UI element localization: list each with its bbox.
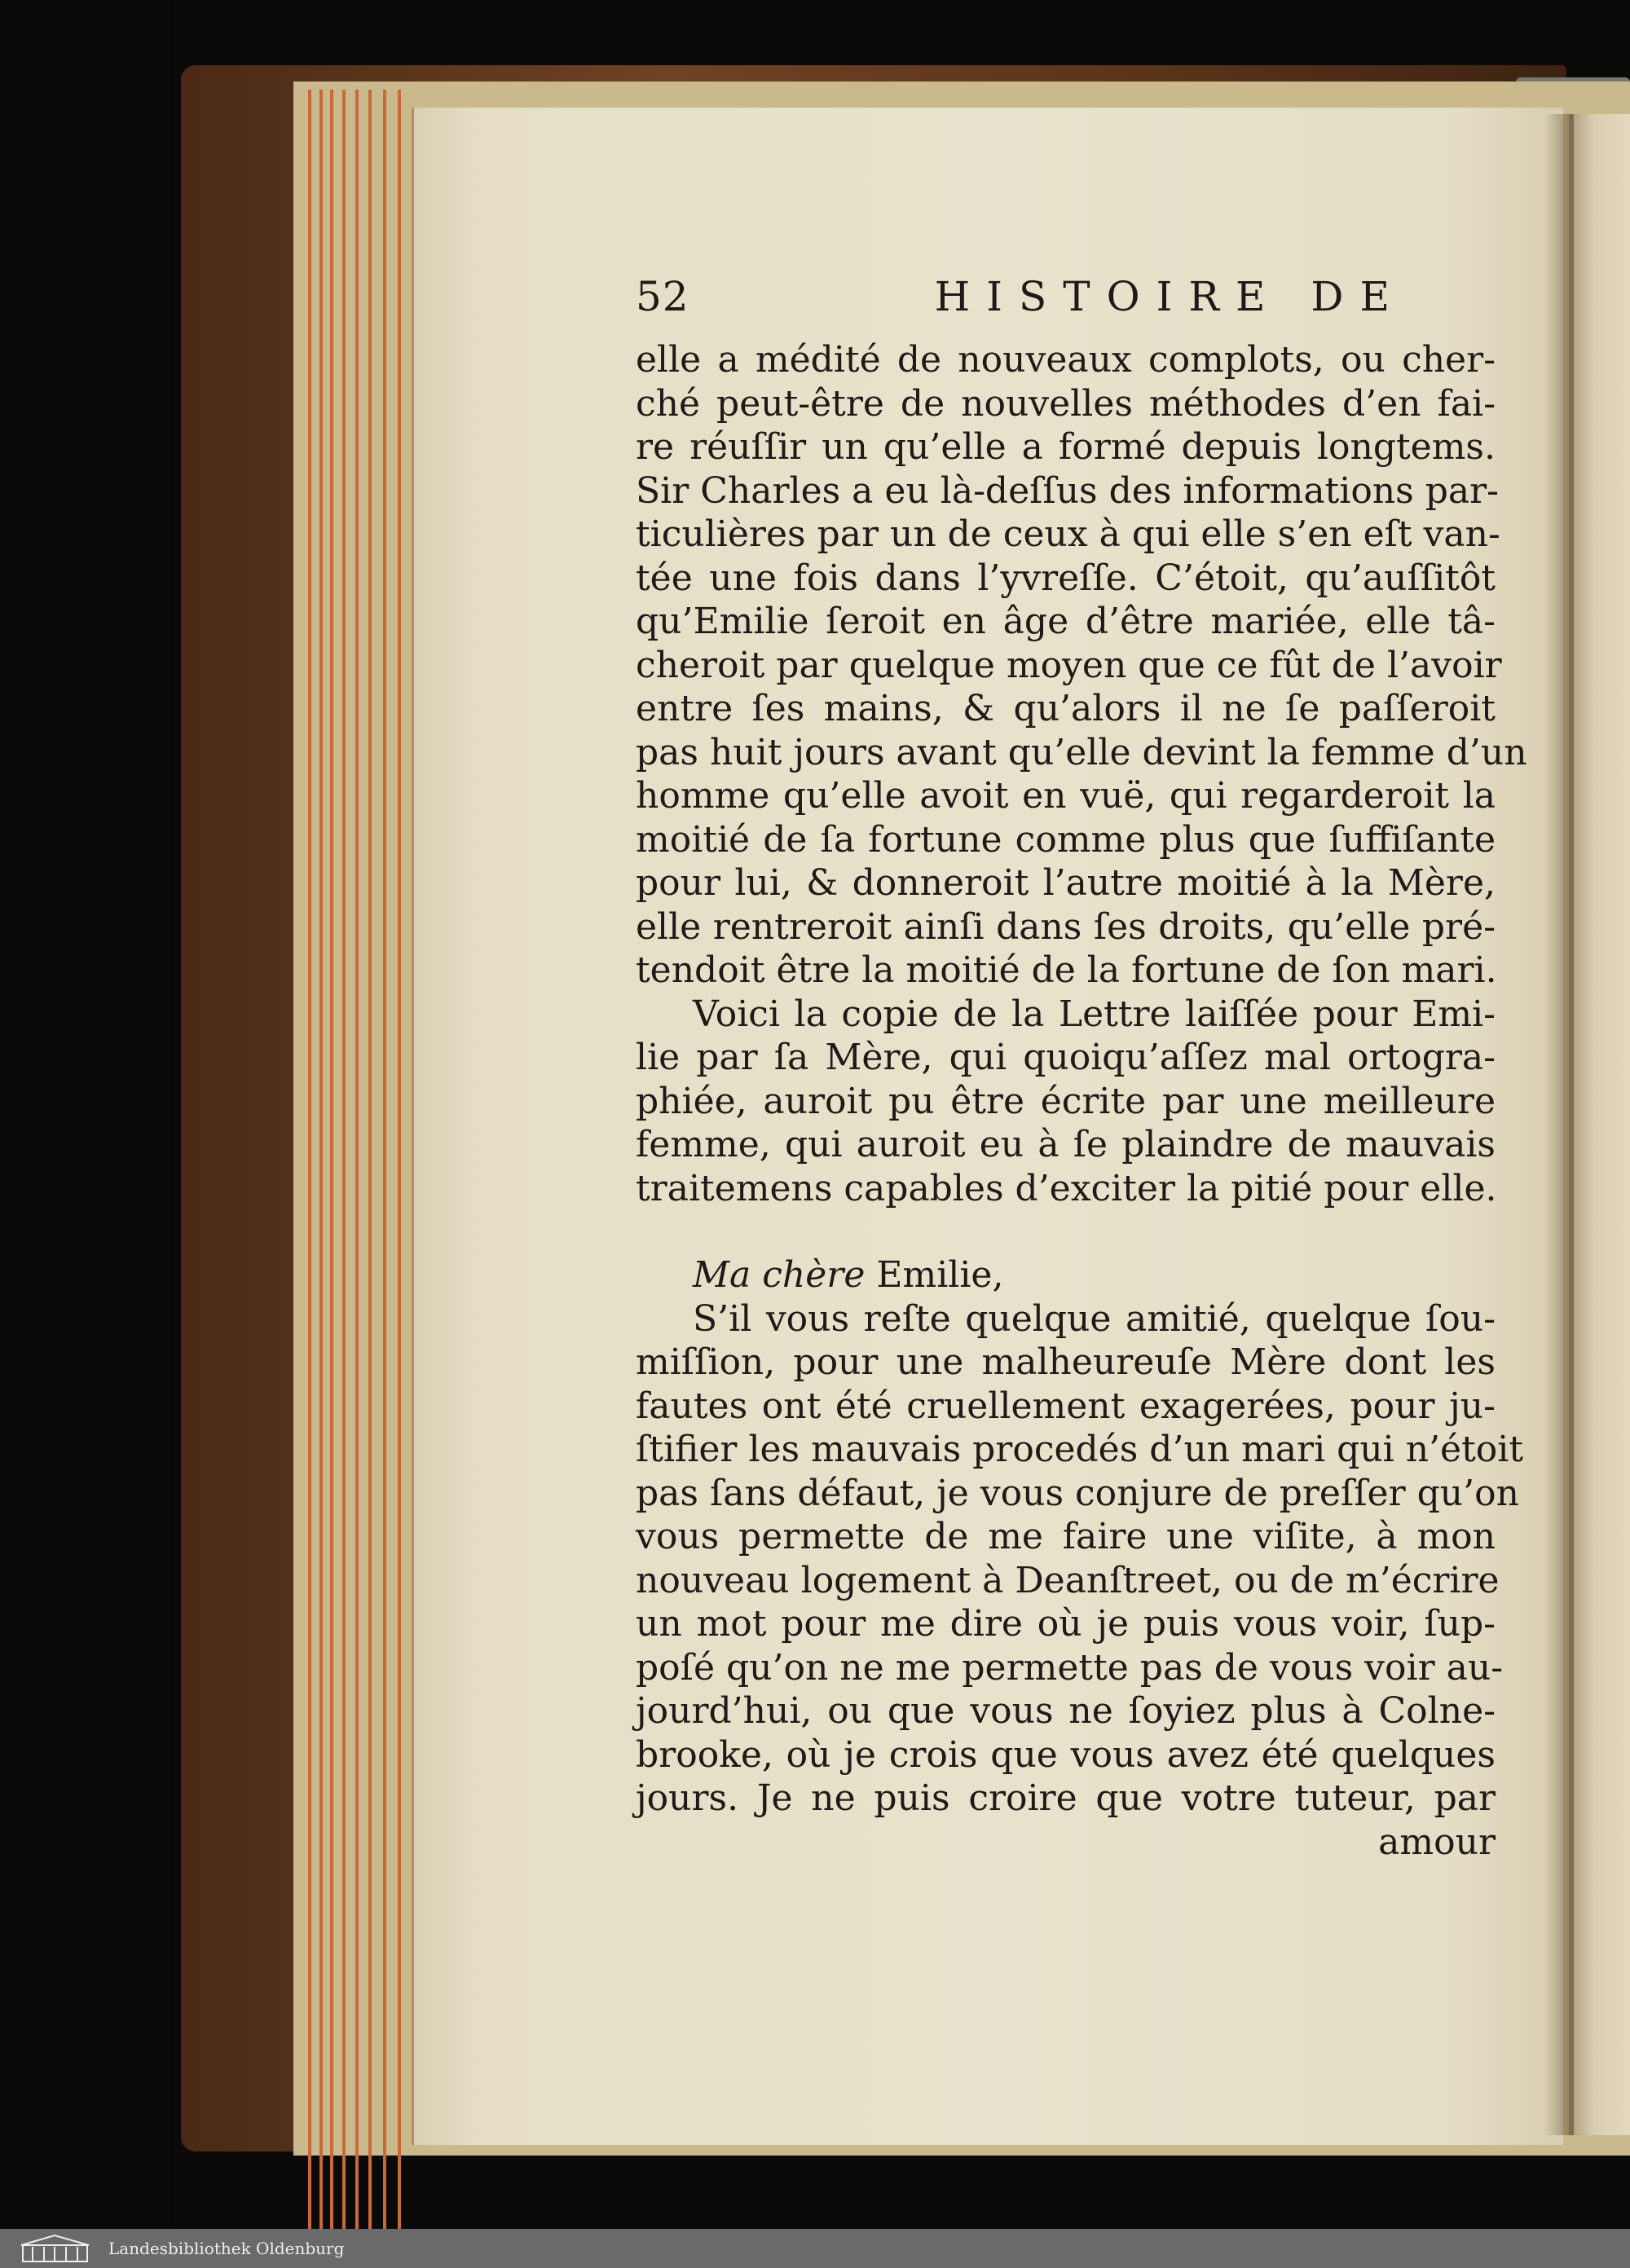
text-line: re réuſſir un qu’elle a formé depuis longtems. <box>636 426 1496 468</box>
letter-salutation <box>636 1253 1496 1297</box>
letter-text <box>636 1297 1523 1821</box>
letter-line: jourd’hui, ou que vous ne ſoyiez plus à Colne- <box>636 1690 1496 1732</box>
page-edge-line <box>368 90 372 2268</box>
text-line: pour lui, & donneroit l’autre moitié à la Mère, <box>636 862 1496 904</box>
page-number: 52 <box>636 273 689 320</box>
text-line: femme, qui auroit eu à ſe plaindre de mauvais <box>636 1124 1496 1165</box>
letter-line: un mot pour me dire où je puis vous voir, ſup- <box>636 1603 1496 1645</box>
text-line: traitemens capables d’exciter la pitié pour elle. <box>636 1167 1497 1209</box>
section-gap <box>636 1210 1496 1253</box>
page-edge-line <box>319 90 323 2268</box>
page-edge-line <box>383 90 386 2268</box>
text-line: tée une fois dans l’yvreſſe. C’étoit, qu’auſſitôt <box>636 557 1496 599</box>
letter-line: miſſion, pour une malheureuſe Mère dont les <box>636 1341 1496 1383</box>
letter-line: jours. Je ne puis croire que votre tuteur, par <box>636 1777 1496 1819</box>
background-shadow <box>0 0 175 2229</box>
body-text <box>636 338 1527 1210</box>
text-line: Voici la copie de la Lettre laiſſée pour Emi- <box>693 993 1496 1035</box>
text-line: entre ſes mains, & qu’alors il ne ſe paſſeroit <box>636 688 1496 729</box>
text-line: homme qu’elle avoit en vuë, qui regarderoit la <box>636 775 1496 817</box>
text-line: moitié de ſa fortune comme plus que ſuffiſante <box>636 818 1496 861</box>
text-line: phiée, auroit pu être écrite par une meilleure <box>636 1080 1496 1122</box>
running-title: HISTOIRE DE <box>934 273 1406 320</box>
letter-line: pas ſans défaut, je vous conjure de preſſer qu’on <box>636 1472 1519 1514</box>
text-line: Sir Charles a eu là-deſſus des informations par- <box>636 469 1500 512</box>
text-line: qu’Emilie ſeroit en âge d’être mariée, elle tâ- <box>636 601 1496 642</box>
text-line: cheroit par quelque moyen que ce fût de l’avoir <box>636 644 1502 686</box>
facing-page-edge <box>1569 114 1630 2135</box>
text-line: elle a médité de nouveaux complots, ou cher- <box>636 339 1496 381</box>
letter-line: fautes ont été cruellement exagerées, pour ju- <box>636 1385 1496 1427</box>
page-edge-line <box>355 90 359 2268</box>
letter-line: S’il vous reſte quelque amitié, quelque ſou- <box>693 1297 1496 1340</box>
text-line: tendoit être la moitié de la fortune de ſon mari. <box>636 949 1497 991</box>
page-edge-line <box>330 90 333 2268</box>
page-header <box>636 273 1496 338</box>
library-building-icon <box>16 2232 94 2265</box>
gutter-shadow <box>1544 114 1574 2135</box>
page-text <box>636 273 1527 1864</box>
salutation-italic: Ma chère <box>693 1254 866 1296</box>
letter-line: brooke, où je crois que vous avez été quelques <box>636 1733 1496 1776</box>
page-edge-line <box>398 90 401 2268</box>
text-line: ché peut-être de nouvelles méthodes d’en fai- <box>636 382 1496 425</box>
letter-line: poſé qu’on ne me permette pas de vous voir au- <box>636 1646 1504 1689</box>
text-line: lie par ſa Mère, qui quoiqu’aſſez mal ortogra- <box>636 1037 1496 1078</box>
text-line: ticulières par un de ceux à qui elle s’en eſt van- <box>636 513 1500 555</box>
footer-label: Landesbibliothek Oldenburg <box>108 2239 345 2258</box>
page-edge-line <box>308 90 311 2268</box>
letter-line: nouveau logement à Deanſtreet, ou de m’écrire <box>636 1559 1500 1601</box>
salutation-name: Emilie, <box>876 1254 1004 1296</box>
catchword: amour <box>1378 1821 1496 1863</box>
letter-line: vous permette de me faire une viſite, à mon <box>636 1516 1496 1557</box>
library-footer <box>0 2229 1630 2268</box>
letter-line: ſtifier les mauvais procedés d’un mari qui n’étoit <box>636 1429 1523 1470</box>
text-line: pas huit jours avant qu’elle devint la femme d’un <box>636 731 1527 773</box>
text-line: elle rentreroit ainſi dans ſes droits, qu’elle pré- <box>636 905 1496 948</box>
page-edge-line <box>342 90 346 2268</box>
